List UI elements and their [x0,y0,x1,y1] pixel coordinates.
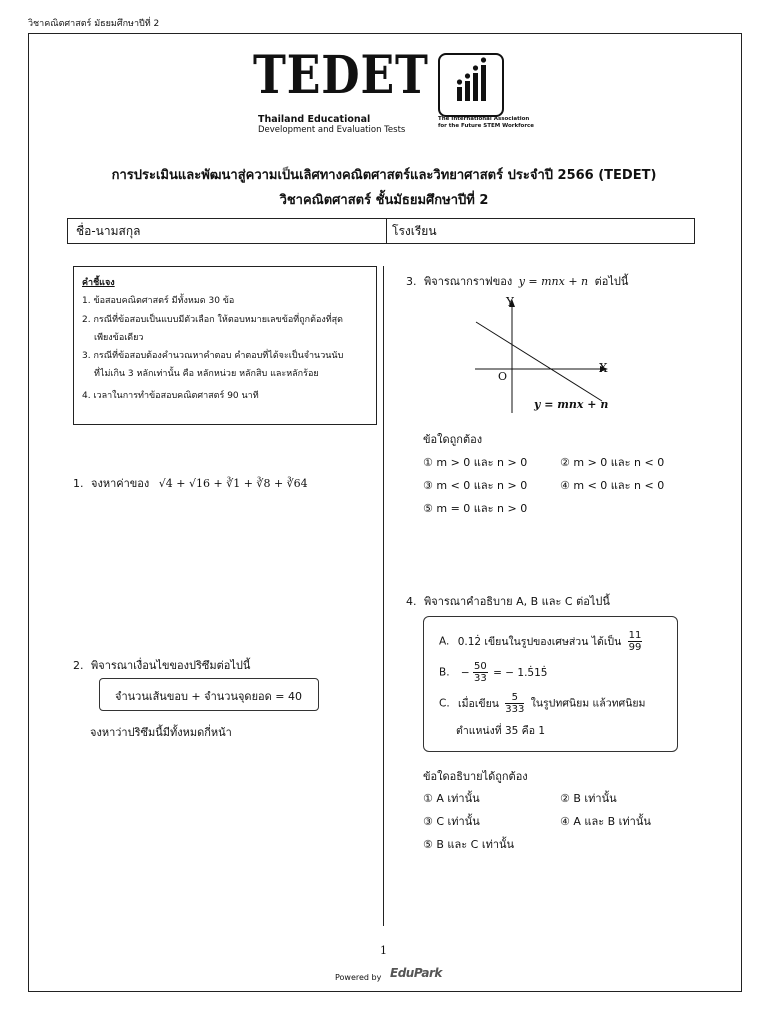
running-title: วิชาคณิตศาสตร์ มัธยมศึกษาปีที่ 2 [28,19,160,29]
stem-logo-icon [438,53,504,117]
q4-number: 4. [406,595,417,608]
q4-statement-b: B. − $\frac{50}{33}$ = − 1.5̇15̇ [439,661,548,684]
q4-option-3[interactable]: ③ C เท่านั้น [423,815,480,828]
q4-text: พิจารณาคำอธิบาย A, B และ C ต่อไปนี้ [424,595,610,608]
q4 [406,592,610,610]
q1-text: จงหาค่าของ [91,477,150,490]
instruction-item: เพียงข้อเดียว [94,333,144,343]
q4-ask: ข้อใดอธิบายได้ถูกต้อง [423,770,528,783]
q2 [73,656,250,674]
tedet-sub1: Thailand Educational [258,114,371,125]
q2-number: 2. [73,659,84,672]
instructions-heading: คำชี้แจง [82,278,115,288]
q4-option-5[interactable]: ⑤ B และ C เท่านั้น [423,838,515,851]
q3-option-1[interactable]: ① m > 0 และ n > 0 [423,456,528,469]
q4-option-4[interactable]: ④ A และ B เท่านั้น [560,815,651,828]
powered-by-label: Powered by [335,973,382,982]
q3-option-4[interactable]: ④ m < 0 และ n < 0 [560,479,665,492]
q2-ask: จงหาว่าปริซึมนี้มีทั้งหมดกี่หน้า [90,726,232,739]
q3-option-3[interactable]: ③ m < 0 และ n > 0 [423,479,528,492]
tedet-logo-text: TEDET [253,45,429,106]
q2-condition-box [99,678,319,711]
instruction-item: 3. กรณีที่ข้อสอบต้องคำนวณหาคำตอบ คำตอบที่ได้จะเป็นจำนวนนับ [82,351,344,361]
q4-option-1[interactable]: ① A เท่านั้น [423,792,480,805]
name-school-box [67,218,695,244]
q3-text2: ต่อไปนี้ [594,275,629,288]
q2-text: พิจารณาเงื่อนไขของปริซึมต่อไปนี้ [91,659,251,672]
assoc-text2: for the Future STEM Workforce [438,123,535,129]
instruction-item: ที่ไม่เกิน 3 หลักเท่านั้น คือ หลักหน่วย หลักสิบ และหลักร้อย [94,369,319,379]
q3-ask: ข้อใดถูกต้อง [423,433,483,446]
instructions-box [73,266,377,425]
instruction-item: 2. กรณีที่ข้อสอบเป็นแบบมีตัวเลือก ให้ตอบหมายเลขข้อที่ถูกต้องที่สุด [82,315,344,325]
instruction-item: 4. เวลาในการทำข้อสอบคณิตศาสตร์ 90 นาที [82,391,259,401]
page-number: 1 [380,944,387,957]
q4-statement-a: A. 0.12̇ เขียนในรูปของเศษส่วน ได้เป็น $\frac{11}{99}$ [439,630,642,653]
q3-graph [470,295,620,420]
school-label: โรงเรียน [392,224,437,238]
column-divider [383,266,384,926]
q4-statement-c: C. เมื่อเขียน $\frac{5}{333}$ ในรูปทศนิยม แล้วทศนิยม [439,692,646,715]
q3-equation: y = mnx + n [518,275,589,288]
graph-x-label: X [599,361,608,375]
q3 [406,272,628,290]
tedet-sub2: Development and Evaluation Tests [258,125,406,135]
q3-option-2[interactable]: ② m > 0 และ n < 0 [560,456,665,469]
edupark-logo: EduPark [390,966,442,980]
q1-number: 1. [73,477,84,490]
q4-statements-box [423,616,678,752]
q3-number: 3. [406,275,417,288]
title-line2: วิชาคณิตศาสตร์ ชั้นมัธยมศึกษาปีที่ 2 [279,193,489,208]
q4-option-2[interactable]: ② B เท่านั้น [560,792,617,805]
graph-origin-label: O [498,370,508,383]
title-line1: การประเมินและพัฒนาสู่ความเป็นเลิศทางคณิตศาสตร์และวิทยาศาสตร์ ประจำปี 2566 (TEDET) [111,168,657,183]
graph-y-label: Y [506,295,514,309]
graph-line-label: y = mnx + n [534,398,609,411]
q2-condition: จำนวนเส้นขอบ + จำนวนจุดยอด = 40 [115,690,302,703]
q3-text: พิจารณากราฟของ [424,275,513,288]
instruction-item: 1. ข้อสอบคณิตศาสตร์ มีทั้งหมด 30 ข้อ [82,296,235,306]
name-label: ชื่อ-นามสกุล [76,224,141,238]
q3-option-5[interactable]: ⑤ m = 0 และ n > 0 [423,502,528,515]
q1 [73,474,308,492]
assoc-text1: The International Association [438,116,530,122]
q1-expression: √4 + √16 + ∛1 + ∛8 + ∛64 [158,477,308,490]
q4-statement-c-cont: ตำแหน่งที่ 35 คือ 1 [456,725,546,737]
